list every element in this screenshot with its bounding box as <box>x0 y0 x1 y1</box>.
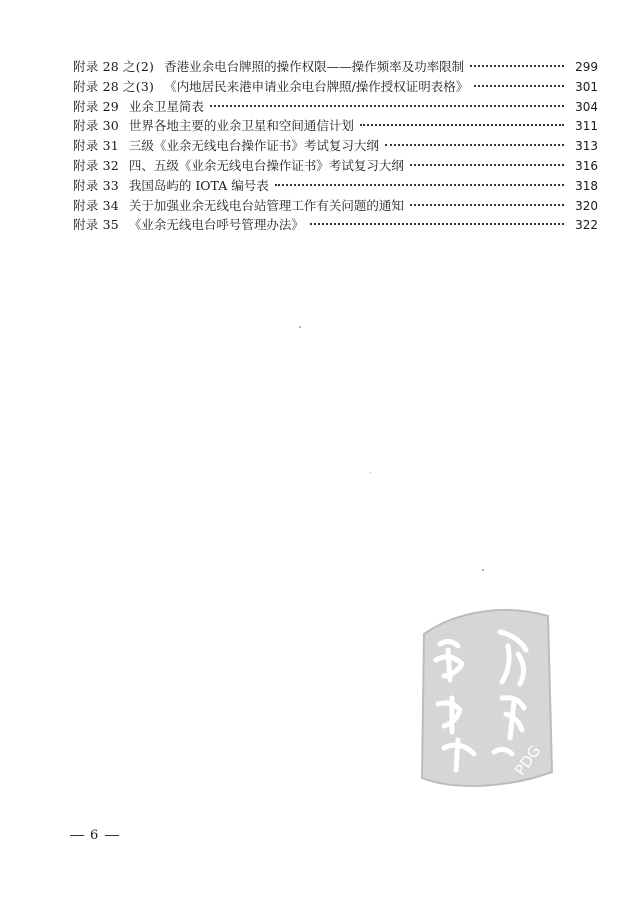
toc-leader-dots <box>410 164 564 166</box>
toc-entry <box>73 57 598 77</box>
toc-entry-title: 《内地居民来港申请业余电台牌照/操作授权证明表格》 <box>164 78 469 94</box>
toc-leader-dots <box>385 144 564 146</box>
toc-entry <box>73 215 598 235</box>
toc-entry-label: 附录 34 <box>73 197 119 213</box>
page-number: 6 <box>90 828 100 843</box>
toc-entry-page: 316 <box>575 158 598 173</box>
toc-entry-title: 业余卫星简表 <box>128 98 204 114</box>
toc-entry-label: 附录 28 之(3) <box>73 78 155 94</box>
toc-leader-dots <box>474 85 564 87</box>
toc-entry <box>73 77 598 97</box>
toc-entry-label: 附录 31 <box>73 138 119 154</box>
footer-dash-right <box>105 835 119 836</box>
toc-entry-label: 附录 30 <box>73 118 119 134</box>
scan-speck <box>370 472 371 473</box>
toc-entry <box>73 116 598 136</box>
toc-entry-title: 我国岛屿的 IOTA 编号表 <box>128 177 269 193</box>
page-footer <box>64 828 125 843</box>
toc-entry-title: 世界各地主要的业余卫星和空间通信计划 <box>128 118 354 134</box>
toc-leader-dots <box>360 124 564 126</box>
toc-entry-label: 附录 35 <box>73 217 119 233</box>
toc-leader-dots <box>470 65 564 67</box>
toc-entry-label: 附录 33 <box>73 177 119 193</box>
toc-entry-title: 关于加强业余无线电台站管理工作有关问题的通知 <box>128 197 404 213</box>
table-of-contents <box>73 57 598 235</box>
watermark-text: PDG <box>511 742 545 779</box>
toc-entry <box>73 196 598 216</box>
toc-entry-page: 318 <box>575 178 598 193</box>
toc-entry-page: 320 <box>575 198 598 213</box>
toc-leader-dots <box>275 184 564 186</box>
toc-entry-title: 四、五级《业余无线电台操作证书》考试复习大纲 <box>128 157 404 173</box>
watermark-seal-stamp <box>418 602 554 792</box>
toc-entry-title: 香港业余电台牌照的操作权限——操作频率及功率限制 <box>164 59 465 74</box>
scan-speck <box>482 569 484 571</box>
toc-entry-page: 301 <box>575 79 598 94</box>
toc-leader-dots <box>410 204 564 206</box>
toc-entry-title: 《业余无线电台呼号管理办法》 <box>128 217 304 233</box>
toc-entry-page: 311 <box>575 119 598 134</box>
toc-leader-dots <box>210 105 564 107</box>
toc-entry-page: 322 <box>575 218 598 233</box>
toc-entry-label: 附录 32 <box>73 157 119 173</box>
toc-entry-page: 304 <box>575 99 598 114</box>
toc-entry <box>73 176 598 196</box>
toc-entry <box>73 156 598 176</box>
toc-entry-page: 299 <box>575 60 598 74</box>
footer-dash-left <box>70 835 84 836</box>
toc-entry-label: 附录 29 <box>73 98 119 114</box>
toc-entry <box>73 97 598 117</box>
toc-entry-title: 三级《业余无线电台操作证书》考试复习大纲 <box>128 138 379 154</box>
scan-speck <box>299 326 301 328</box>
toc-entry <box>73 136 598 156</box>
toc-entry-page: 313 <box>575 139 598 154</box>
toc-leader-dots <box>310 223 564 225</box>
toc-entry-label: 附录 28 之(2) <box>73 59 155 74</box>
